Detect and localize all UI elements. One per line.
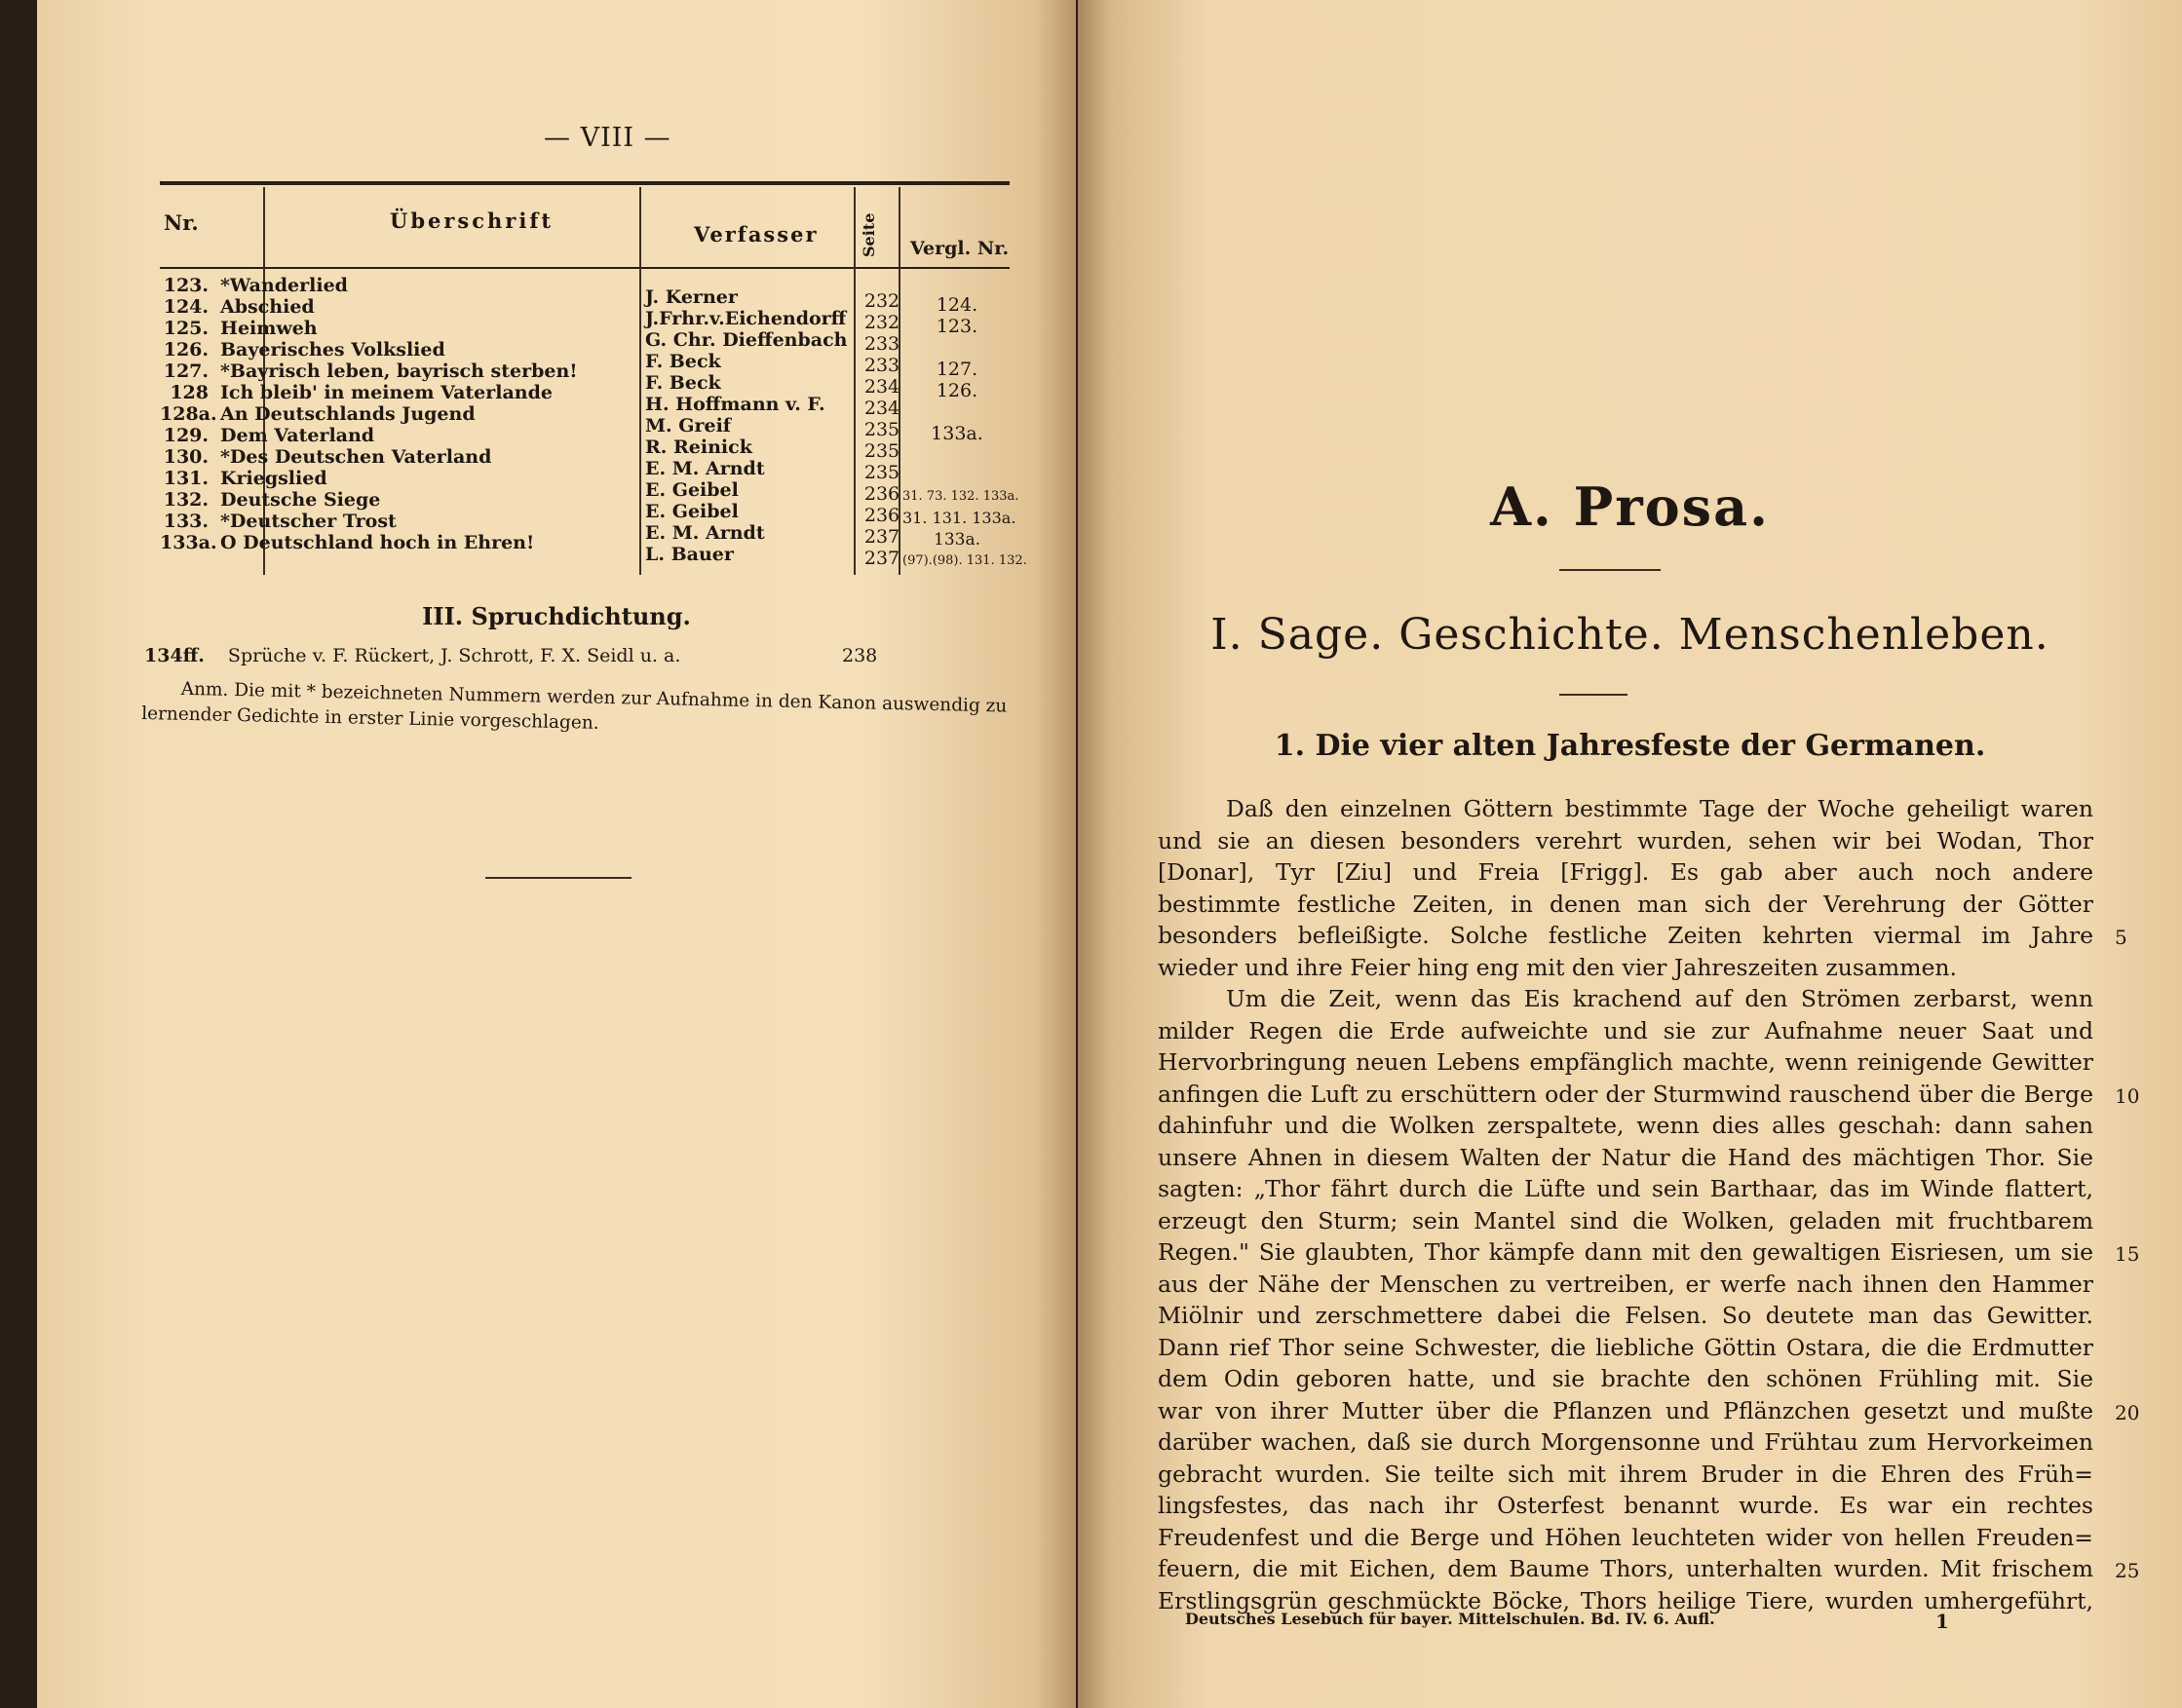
row-page: 236	[863, 505, 900, 526]
article-title: 1. Die vier alten Jahresfeste der Germanen.	[1274, 729, 1986, 763]
row-nr: 128	[170, 382, 209, 403]
text-line: erzeugt den Sturm; sein Mantel sind die Wolken, geladen mit fruchtbarem	[1158, 1206, 2093, 1234]
row-title: Dem Vaterland	[220, 425, 375, 446]
row-author: H. Hoffmann v. F.	[645, 394, 825, 415]
text-line: feuern, die mit Eichen, dem Baume Thors, unterhalten wurden. Mit frischem	[1158, 1555, 2093, 1582]
row-page: 236	[863, 483, 900, 505]
text-line: besonders befleißigte. Solche festliche Zeiten kehrten viermal im Jahre	[1158, 922, 2093, 949]
row-page: 237	[863, 548, 900, 569]
text-line: Miölnir und zerschmettere dabei die Felsen. So deutete man das Gewitter.	[1158, 1302, 2093, 1329]
line-number: 20	[2115, 1400, 2140, 1424]
row-author: F. Beck	[645, 351, 721, 372]
row-title: Heimweh	[220, 318, 318, 339]
row-title: *Deutscher Trost	[220, 511, 397, 532]
row-author: M. Greif	[645, 415, 731, 436]
header-nr: Nr.	[164, 210, 199, 235]
row-page: 232	[863, 312, 900, 333]
text-line: und sie an diesen besonders verehrt wurden, sehen wir bei Wodan, Thor	[1158, 826, 2093, 854]
row-title: An Deutschlands Jugend	[220, 403, 476, 425]
row-title: *Des Deutschen Vaterland	[220, 446, 492, 468]
text-line: bestimmte festliche Zeiten, in denen man sich der Verehrung der Götter	[1158, 890, 2093, 918]
row-nr: 127.	[163, 361, 209, 382]
text-line: darüber wachen, daß sie durch Morgensonne und Frühtau zum Hervorkeimen	[1158, 1428, 2093, 1456]
footer-book-title: Deutsches Lesebuch für bayer. Mittelschulen. Bd. IV. 6. Aufl.	[1185, 1610, 1715, 1628]
row-title: *Bayrisch leben, bayrisch sterben!	[220, 361, 578, 382]
row-page: 235	[863, 462, 900, 483]
table-top-rule	[160, 181, 1010, 185]
section-heading: III. Spruchdichtung.	[422, 602, 691, 630]
text-line: Hervorbringung neuen Lebens empfänglich machte, wenn reinigende Gewitter	[1158, 1048, 2093, 1076]
header-page: Seite	[860, 212, 878, 257]
row-page: 233	[863, 355, 900, 376]
text-line: sagten: „Thor fährt durch die Lüfte und sein Barthaar, das im Winde flattert,	[1158, 1175, 2093, 1202]
sprueche-text: Sprüche v. F. Rückert, J. Schrott, F. X. Seidl u. a.	[227, 645, 681, 666]
text-line: anfingen die Luft zu erschüttern oder der Sturmwind rauschend über die Berge	[1158, 1080, 2093, 1108]
line-number: 25	[2115, 1559, 2140, 1582]
footnote: Anm. Die mit * bezeichneten Nummern werden zur Aufnahme in den Kanon auswendig zu lernender Gedichte in erster Linie vorgeschlagen.	[140, 678, 1008, 734]
body-text	[1158, 795, 2140, 1618]
text-line: dem Odin geboren hatte, und sie brachte den schönen Frühling mit. Sie	[1158, 1365, 2093, 1392]
main-heading: A. Prosa.	[1490, 475, 1770, 538]
text-line: aus der Nähe der Menschen zu vertreiben, er werfe nach ihnen den Hammer	[1158, 1270, 2093, 1298]
text-line: unsere Ahnen in diesem Walten der Natur die Hand des mächtigen Thor. Sie	[1158, 1143, 2093, 1171]
row-title: Deutsche Siege	[220, 489, 381, 511]
row-page: 237	[863, 526, 900, 548]
row-cf: 123.	[936, 316, 978, 337]
row-nr: 130.	[163, 446, 209, 468]
row-nr: 133.	[163, 511, 209, 532]
text-line: Um die Zeit, wenn das Eis krachend auf den Strömen zerbarst, wenn	[1226, 985, 2093, 1012]
row-author: L. Bauer	[645, 544, 734, 565]
sprueche-nr: 134ff.	[144, 645, 205, 666]
row-cf: 124.	[936, 294, 978, 316]
text-line: Freudenfest und die Berge und Höhen leuchteten wider von hellen Freuden=	[1158, 1523, 2093, 1551]
row-title: Ich bleib' in meinem Vaterlande	[220, 382, 553, 403]
row-author: R. Reinick	[645, 436, 752, 458]
row-nr: 126.	[163, 339, 209, 361]
text-line: Daß den einzelnen Göttern bestimmte Tage der Woche geheiligt waren	[1226, 795, 2093, 822]
line-number: 5	[2115, 926, 2127, 949]
text-line: war von ihrer Mutter über die Pflanzen und Pflänzchen gesetzt und mußte	[1158, 1396, 2093, 1424]
row-nr: 132.	[163, 489, 209, 511]
text-line: [Donar], Tyr [Ziu] und Freia [Frigg]. Es gab aber auch noch andere	[1158, 858, 2093, 886]
row-title: Kriegslied	[220, 468, 327, 489]
row-author: E. M. Arndt	[645, 522, 765, 544]
row-cf: 133a.	[931, 423, 983, 444]
row-page: 235	[863, 440, 900, 462]
row-author: F. Beck	[645, 372, 721, 394]
row-title: Abschied	[220, 296, 315, 318]
table-header-rule	[160, 267, 1010, 269]
chapter-heading: I. Sage. Geschichte. Menschenleben.	[1210, 610, 2049, 660]
header-author: Verfasser	[694, 222, 819, 247]
text-line: Regen." Sie glaubten, Thor kämpfe dann mit den gewaltigen Eisriesen, um sie	[1158, 1238, 2093, 1266]
row-nr: 128a.	[160, 403, 217, 425]
left-page	[37, 0, 1076, 1708]
text-line: wieder und ihre Feier hing eng mit den vier Jahreszeiten zusammen.	[1158, 953, 1958, 981]
text-line: gebracht wurden. Sie teilte sich mit ihrem Bruder in die Ehren des Früh=	[1158, 1460, 2093, 1488]
table-row	[160, 532, 1027, 569]
header-title: Überschrift	[390, 209, 555, 233]
line-number: 10	[2115, 1083, 2140, 1108]
row-author: G. Chr. Dieffenbach	[645, 329, 848, 351]
row-nr: 133a.	[160, 532, 217, 553]
sprueche-page: 238	[842, 645, 878, 666]
row-nr: 125.	[163, 318, 209, 339]
row-cf: 133a.	[934, 530, 980, 550]
row-cf: (97).(98). 131. 132.	[902, 553, 1027, 568]
row-author: E. M. Arndt	[645, 458, 765, 479]
row-page: 235	[863, 419, 900, 440]
row-nr: 131.	[163, 468, 209, 489]
separator-rule	[1559, 569, 1661, 571]
text-line: dahinfuhr und die Wolken zerspaltete, wenn dies alles geschah: dann sahen	[1158, 1112, 2093, 1139]
row-author: J. Kerner	[645, 286, 738, 308]
row-page: 232	[863, 290, 900, 312]
text-line: Dann rief Thor seine Schwester, die liebliche Göttin Ostara, die die Erdmutter	[1158, 1333, 2093, 1361]
closing-rule	[485, 877, 632, 879]
footer-signature: 1	[1935, 1610, 1949, 1633]
row-cf: 126.	[936, 380, 978, 401]
page-folio: — VIII —	[544, 123, 671, 153]
row-page: 233	[863, 333, 900, 355]
sprueche-entry	[144, 645, 878, 666]
row-cf: 31. 131. 133a.	[902, 509, 1016, 527]
text-line: milder Regen die Erde aufweichte und sie zur Aufnahme neuer Saat und	[1158, 1016, 2093, 1044]
text-line: lingsfestes, das nach ihr Osterfest benannt wurde. Es war ein rechtes	[1158, 1492, 2093, 1519]
row-cf: 127.	[936, 359, 978, 380]
row-author: J.Frhr.v.Eichendorff	[645, 308, 847, 329]
contents-table	[160, 181, 1027, 592]
row-title: Bayerisches Volkslied	[220, 339, 445, 361]
row-page: 234	[863, 376, 900, 398]
row-title: O Deutschland hoch in Ehren!	[220, 532, 535, 553]
separator-rule	[1559, 694, 1627, 696]
line-number: 15	[2115, 1242, 2140, 1266]
header-cf: Vergl. Nr.	[910, 238, 1010, 259]
row-nr: 124.	[163, 296, 209, 318]
row-title: *Wanderlied	[220, 275, 348, 296]
text-line: Erstlingsgrün geschmückte Böcke, Thors heilige Tiere, wurden umhergeführt,	[1158, 1586, 2093, 1614]
row-nr: 123.	[163, 275, 209, 296]
row-author: E. Geibel	[645, 479, 739, 501]
row-page: 234	[863, 398, 900, 419]
right-page	[1078, 0, 2182, 1708]
row-author: E. Geibel	[645, 501, 739, 522]
row-nr: 129.	[163, 425, 209, 446]
row-cf: 31. 73. 132. 133a.	[902, 489, 1019, 504]
